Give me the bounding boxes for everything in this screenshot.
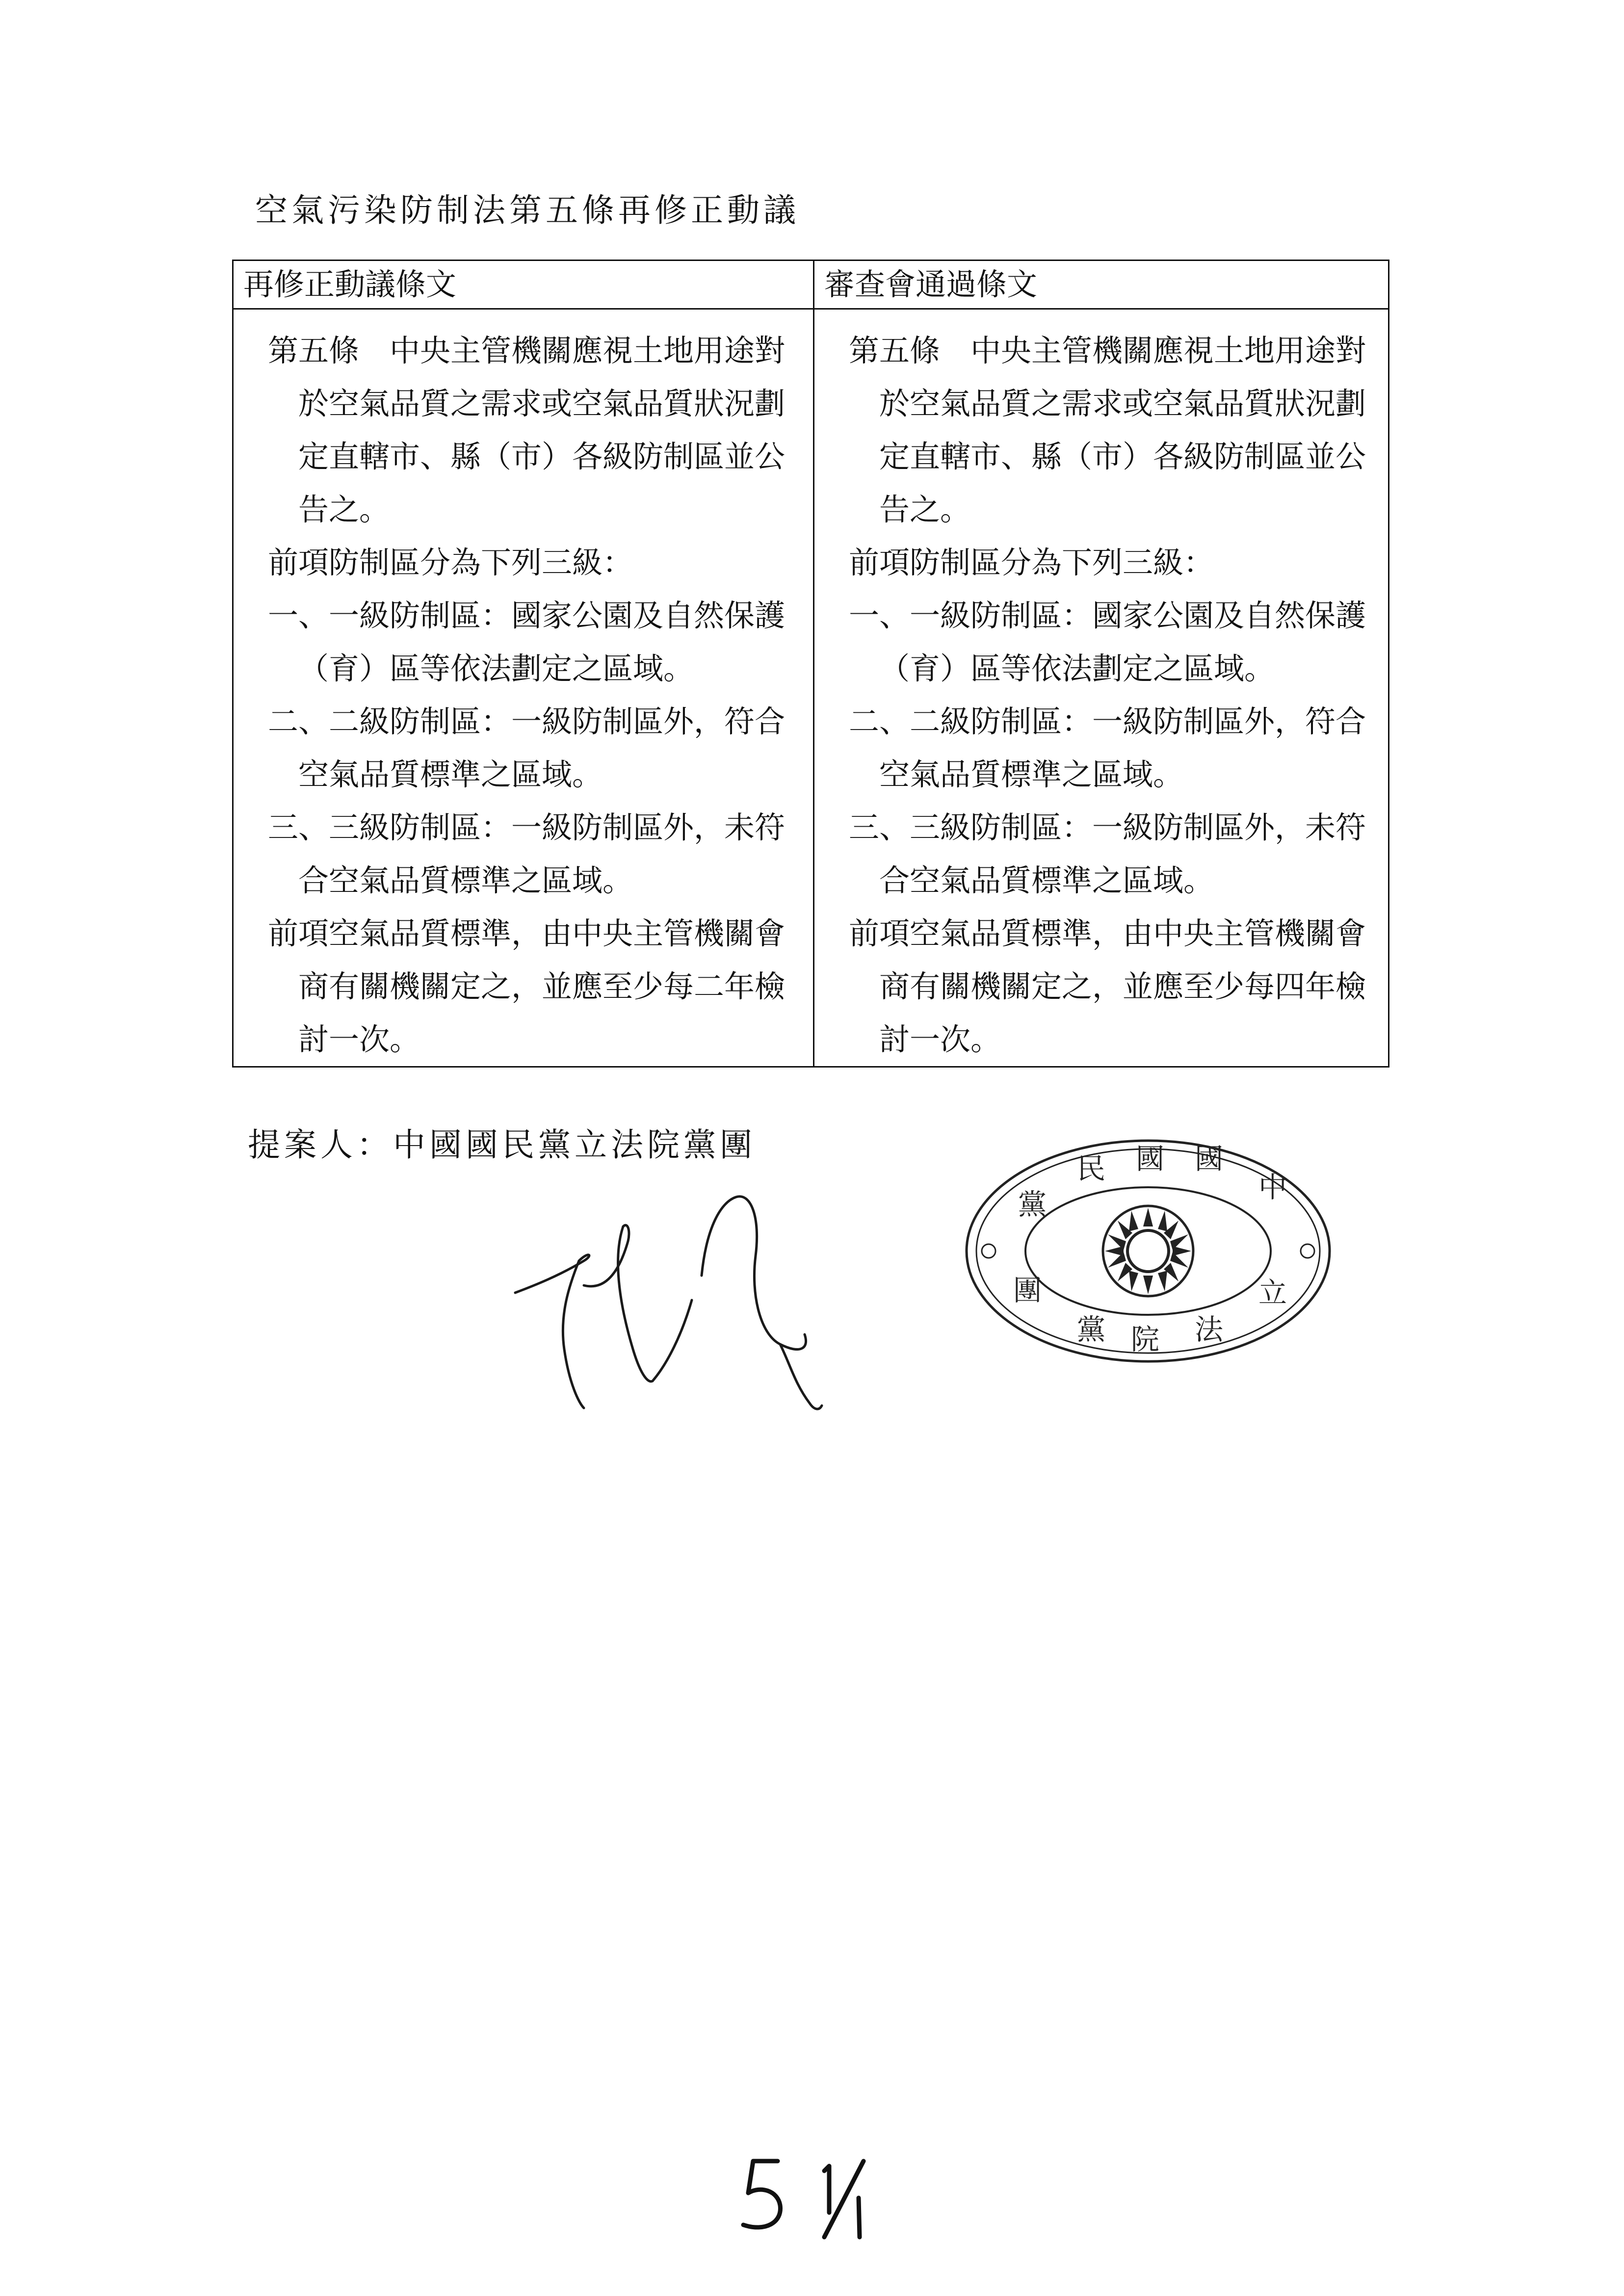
svg-text:黨: 黨 — [1077, 1313, 1106, 1346]
handwritten-signature — [505, 1187, 849, 1423]
article-paragraph: 三、三級防制區：一級防制區外，未符合空氣品質標準之區域。 — [268, 809, 786, 898]
article-paragraph: 三、三級防制區：一級防制區外，未符合空氣品質標準之區域。 — [849, 809, 1366, 898]
column-header-revised: 再修正動議條文 — [233, 261, 814, 309]
svg-text:立: 立 — [1258, 1276, 1287, 1309]
article-paragraph: 第五條 中央主管機關應視土地用途對於空氣品質之需求或空氣品質狀況劃定直轄市、縣（市）各級防制區並公告之。 — [849, 333, 1366, 527]
article-paragraph: 前項防制區分為下列三級： — [268, 545, 633, 580]
svg-text:院: 院 — [1131, 1323, 1160, 1356]
proposer-line: 提案人：中國國民黨立法院黨團 — [248, 1126, 756, 1164]
revised-article-cell — [233, 309, 814, 1067]
svg-text:黨: 黨 — [1018, 1188, 1047, 1221]
article-paragraph: 一、一級防制區：國家公園及自然保護（育）區等依法劃定之區域。 — [849, 598, 1366, 686]
article-paragraph: 一、一級防制區：國家公園及自然保護（育）區等依法劃定之區域。 — [268, 598, 786, 686]
svg-text:國: 國 — [1195, 1142, 1224, 1175]
svg-text:國: 國 — [1136, 1142, 1165, 1175]
party-seal — [959, 1133, 1337, 1369]
document-title: 空氣污染防制法第五條再修正動議 — [255, 191, 800, 229]
svg-text:團: 團 — [1013, 1274, 1042, 1307]
article-paragraph: 第五條 中央主管機關應視土地用途對於空氣品質之需求或空氣品質狀況劃定直轄市、縣（市）各級防制區並公告之。 — [268, 333, 786, 527]
svg-text:法: 法 — [1195, 1313, 1224, 1346]
comparison-table — [232, 260, 1389, 1068]
svg-text:民: 民 — [1077, 1152, 1106, 1185]
sun-emblem-icon — [1103, 1206, 1193, 1296]
article-paragraph: 前項空氣品質標準，由中央主管機關會商有關機關定之，並應至少每四年檢討一次。 — [849, 915, 1366, 1057]
table-header-row — [233, 261, 1389, 309]
committee-article-cell — [814, 309, 1389, 1067]
svg-text:中: 中 — [1258, 1171, 1287, 1204]
article-paragraph: 二、二級防制區：一級防制區外，符合空氣品質標準之區域。 — [268, 704, 786, 792]
table-row — [233, 309, 1389, 1067]
article-paragraph: 前項防制區分為下列三級： — [849, 545, 1214, 580]
article-paragraph: 二、二級防制區：一級防制區外，符合空氣品質標準之區域。 — [849, 704, 1366, 792]
column-header-committee: 審查會通過條文 — [814, 261, 1389, 309]
article-paragraph: 前項空氣品質標準，由中央主管機關會商有關機關定之，並應至少每二年檢討一次。 — [268, 915, 786, 1057]
handwritten-page-number — [731, 2151, 888, 2249]
